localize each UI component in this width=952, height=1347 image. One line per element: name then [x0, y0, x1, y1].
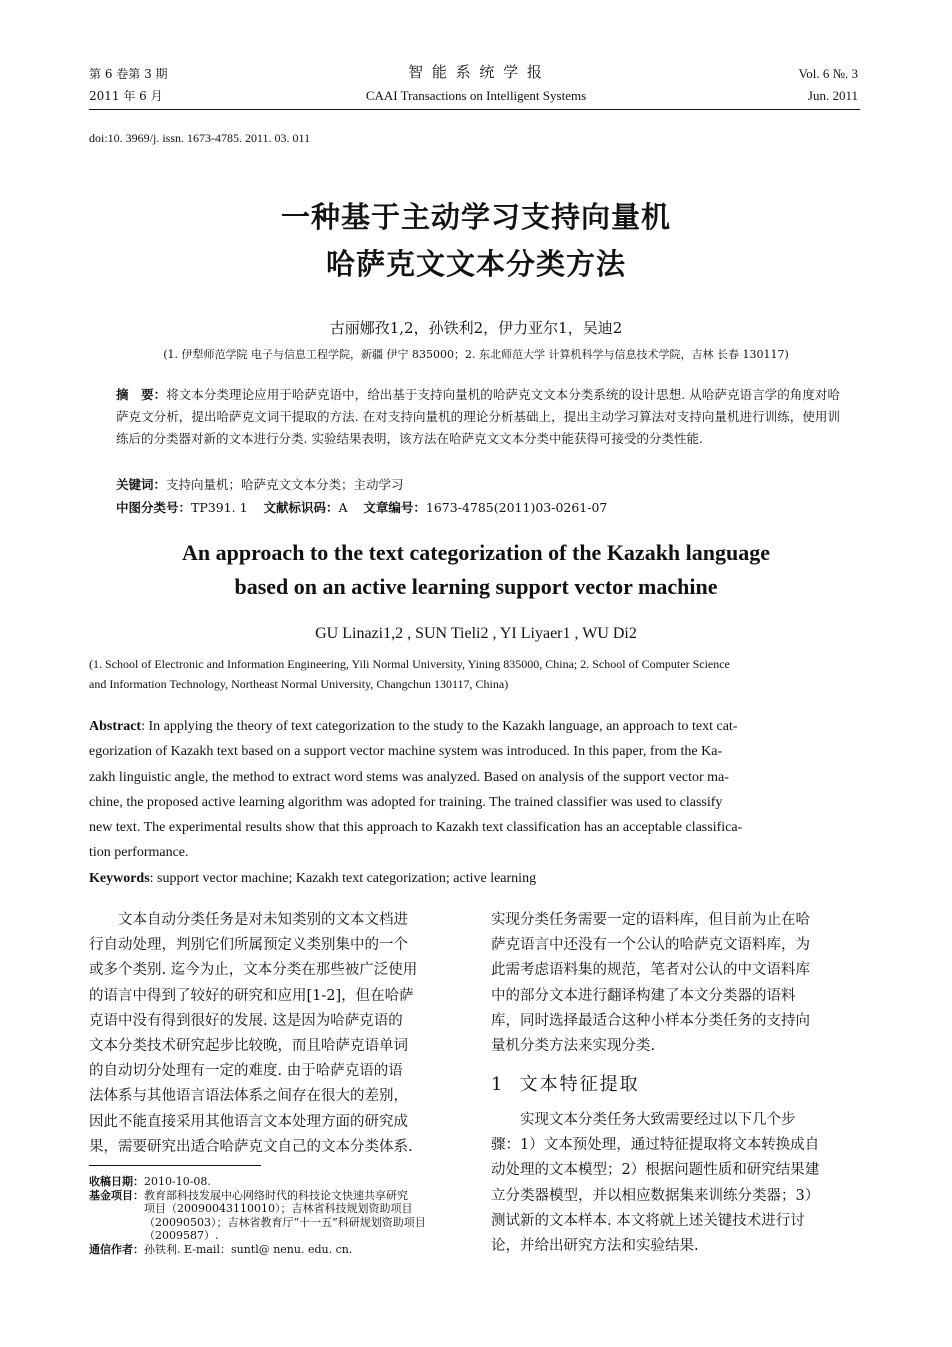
body-line: 果，需要研究出适合哈萨克文自己的文本分类体系.	[89, 1138, 413, 1155]
doi: doi:10. 3969/j. issn. 1673-4785. 2011. 03. 011	[89, 131, 311, 145]
journal-title-en: CAAI Transactions on Intelligent Systems	[365, 88, 587, 103]
body-line: 库，同时选择最适合这种小样本分类任务的支持向	[491, 1012, 810, 1029]
title-zh-line-2: 哈萨克文文本分类方法	[325, 247, 626, 281]
abstract-en-line-6: tion performance.	[89, 845, 189, 861]
volume-issue-zh: 第 6 卷第 3 期	[89, 67, 168, 81]
doccode-label: 文献标识码：	[263, 500, 339, 515]
fund-text	[144, 1189, 426, 1243]
fund-label: 基金项目：	[89, 1188, 144, 1202]
body-line: 立分类器模型，并以相应数据集来训练分类器；3）	[491, 1187, 820, 1204]
corresponding-author: 孙铁利. E-mail：suntl@ nenu. edu. cn.	[144, 1242, 353, 1256]
body-line: 文本自动分类任务是对未知类别的文本文档进	[89, 912, 408, 928]
keywords-en-text: : support vector machine; Kazakh text categorization; active learning	[149, 870, 537, 886]
body-line: 实现分类任务需要一定的语料库，但目前为止在哈	[491, 912, 810, 928]
affiliation-zh: (1. 伊犁师范学院 电子与信息工程学院，新疆 伊宁 835000；2. 东北师范大学 计算机科学与信息技术学院，吉林 长春 130117)	[163, 348, 789, 361]
authors-en: GU Linazi1,2 , SUN Tieli2 , YI Liyaer1 , WU Di2	[315, 625, 637, 642]
body-line: 的自动切分处理有一定的难度. 由于哈萨克语的语	[89, 1063, 403, 1080]
header-rule	[89, 109, 860, 110]
body-line: 文本分类技术研究起步比较晚，而且哈萨克语单词	[89, 1038, 408, 1055]
abstract-en-label: Abstract	[89, 719, 142, 734]
section-heading	[491, 1070, 640, 1096]
keywords-en-label: Keywords	[89, 870, 150, 886]
affiliation-en-line-2: and Information Technology, Northeast Normal University, Changchun 130117, China)	[89, 677, 509, 691]
body-line: 动处理的文本模型；2）根据问题性质和研究结果建	[491, 1162, 820, 1179]
volume-issue-en: Vol. 6 №. 3	[798, 66, 858, 81]
section-title: 文本特征提取	[519, 1074, 640, 1095]
keywords-zh-text: 支持向量机；哈萨克文文本分类；主动学习	[166, 477, 404, 492]
body-line: 量机分类方法来实现分类.	[491, 1038, 656, 1055]
authors-zh: 古丽娜孜1,2，孙铁利2，伊力亚尔1，吴迪2	[329, 319, 623, 337]
abstract-en	[89, 714, 869, 891]
article-no-label: 文章编号：	[363, 500, 426, 515]
fund-line: 项目（20090043110010）；吉林省科技规划资助项目	[144, 1202, 413, 1215]
doccode-value: A	[338, 500, 348, 515]
abstract-en-line-3: zakh linguistic angle, the method to extract word stems was analyzed. Based on analysis of the support vector ma-	[89, 769, 729, 785]
abstract-en-line-2: egorization of Kazakh text based on a support vector machine system was introduced. In this paper, from the Ka-	[89, 744, 723, 760]
abstract-zh-text: 将文本分类理论应用于哈萨克语中，给出基于支持向量机的哈萨克文文本分类系统的设计思想. 从哈萨克语言学的角度对哈萨克文分析，提出哈萨克文词干提取的方法. 在对支持向量机的理论分析基础上，提出主动学习算法对支持向量机进行训练，使用训练后的分类器对新的文本进行分类. 实验结果表明，该方法在哈萨克文文本分类中能获得可接受的分类性能.	[116, 387, 840, 446]
corresponding-label: 通信作者：	[89, 1242, 144, 1256]
title-en-line-2: based on an active learning support vector machine	[234, 574, 718, 599]
date-en: Jun. 2011	[807, 88, 858, 103]
clc-label: 中图分类号：	[116, 500, 192, 515]
received-date: 2010-10-08.	[144, 1175, 211, 1188]
affiliation-en-line-1: (1. School of Electronic and Information Engineering, Yili Normal University, Yining 835000, China; 2. School of Computer Science	[89, 657, 730, 671]
journal-title-zh: 智 能 系 统 学 报	[408, 63, 544, 81]
body-right-paragraph	[491, 908, 863, 1059]
section-number: 1	[491, 1074, 503, 1095]
body-line: 萨克语言中还没有一个公认的哈萨克文语料库，为	[491, 937, 810, 954]
abstract-en-line-1: : In applying the theory of text categorization to the study to the Kazakh language, an approach to text cat-	[141, 719, 738, 734]
clc-value: TP391. 1	[191, 500, 248, 515]
body-line: 测试新的文本样本. 本文将就上述关键技术进行讨	[491, 1212, 805, 1229]
abstract-en-line-4: chine, the proposed active learning algorithm was adopted for training. The trained classifier was used to classify	[89, 794, 723, 810]
body-line: 骤：1）文本预处理，通过特征提取将文本转换成自	[491, 1137, 820, 1154]
fund-line: 教育部科技发展中心网络时代的科技论文快速共享研究	[144, 1188, 408, 1202]
fund-line: （20090503）；吉林省教育厅“十一五”科研规划资助项目	[144, 1215, 426, 1229]
title-zh-line-1: 一种基于主动学习支持向量机	[280, 200, 671, 234]
keywords-zh-label: 关键词：	[116, 477, 167, 492]
body-line: 的语言中得到了较好的研究和应用[1-2]，但在哈萨	[89, 987, 414, 1004]
footnote-rule	[89, 1165, 261, 1166]
body-line: 法体系与其他语言语法体系之间存在很大的差别，	[89, 1088, 408, 1105]
fund-line: （2009587）.	[144, 1229, 219, 1242]
abstract-en-line-5: new text. The experimental results show that this approach to Kazakh text classification has an acceptable classifica-	[89, 820, 743, 836]
body-line: 论，并给出研究方法和实验结果.	[491, 1238, 699, 1255]
body-line: 或多个类别. 迄今为止，文本分类在那些被广泛使用	[89, 962, 418, 979]
section-paragraph	[491, 1108, 863, 1259]
body-line: 行自动处理，判别它们所属预定义类别集中的一个	[89, 937, 408, 954]
body-line: 因此不能直接采用其他语言文本处理方面的研究成	[89, 1113, 408, 1130]
body-left-paragraph	[89, 908, 461, 1160]
classification-line	[116, 497, 840, 519]
body-line: 此需考虑语料集的规范，笔者对公认的中文语料库	[491, 962, 810, 979]
abstract-zh	[116, 384, 840, 450]
received-label: 收稿日期：	[89, 1175, 144, 1188]
abstract-zh-label: 摘 要：	[116, 387, 167, 402]
footnotes	[89, 1175, 464, 1256]
date-zh: 2011 年 6 月	[89, 89, 163, 103]
affiliation-en	[89, 654, 869, 694]
body-line: 中的部分文本进行翻译构建了本文分类器的语料	[491, 987, 796, 1004]
article-no-value: 1673-4785(2011)03-0261-07	[425, 500, 608, 515]
keywords-zh	[116, 474, 840, 496]
body-line: 克语中没有得到很好的发展. 这是因为哈萨克语的	[89, 1012, 403, 1029]
title-en-line-1: An approach to the text categorization of the Kazakh language	[181, 540, 771, 565]
body-line: 实现文本分类任务大致需要经过以下几个步	[491, 1112, 796, 1128]
